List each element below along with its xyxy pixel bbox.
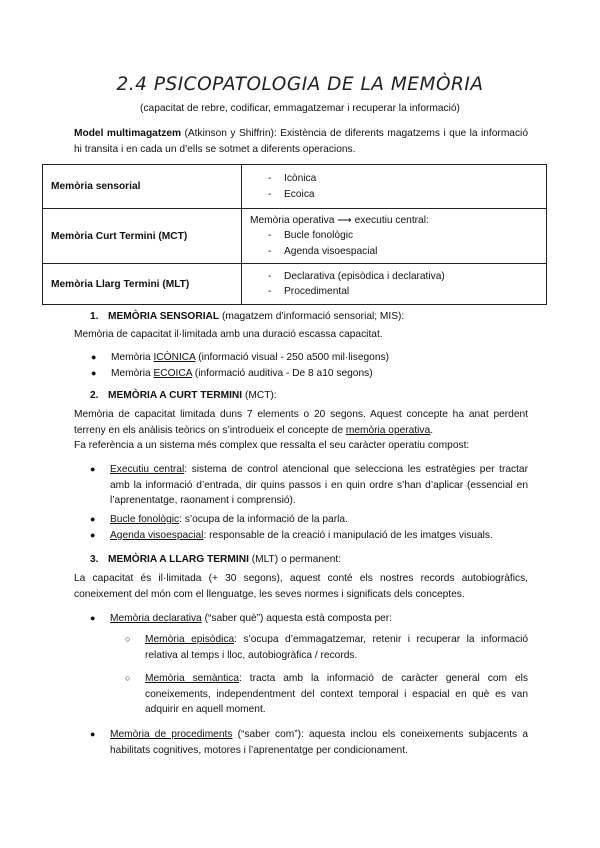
- section-3-description: La capacitat és il·limitada (+ 30 segons), aquest conté els nostres records autobiogràfics, coneixement del món com el llenguatge, les seves normes i significats dels conceptes.: [74, 573, 528, 600]
- section-1-description: Memòria de capacitat il·limitada amb una duració escassa capacitat.: [74, 329, 383, 340]
- section-number: 1.: [90, 311, 99, 322]
- bullet-post: (informació visual - 250 a500 mil·lisegons): [195, 352, 390, 363]
- table-row-label: Memòria Llarg Termini (MLT): [43, 264, 242, 305]
- sub-bullet-icon: ○: [125, 673, 131, 683]
- desc-pre: Memòria de capacitat limitada duns 7 elements o 20 segons. Aquest concepte ha anat perdent terreny en els anàlisis teòrics on s’introdueix el concepte de: [74, 409, 528, 436]
- table-row-content: [242, 209, 547, 264]
- bullet-post: (“saber què”) aquesta està composta per:: [201, 613, 392, 624]
- intro-rest: (Atkinson y Shiffrin): Existència de diferents magatzems i que la informació hi transita i en cada un d’ells se sotmet a diferents operacions.: [74, 128, 528, 155]
- table-row-label: Memòria Curt Termini (MCT): [43, 209, 242, 264]
- list-item: [91, 350, 531, 366]
- list-item: [90, 528, 528, 544]
- section-title-rest: (MCT):: [242, 390, 277, 401]
- page-title: 2.4 PSICOPATOLOGIA DE LA MEMÒRIA: [116, 74, 484, 95]
- bullet-post: (informació auditiva - De 8 a10 segons): [191, 368, 373, 379]
- section-number: 3.: [90, 554, 99, 565]
- table-row: [43, 209, 547, 264]
- sub-bullet-icon: ○: [125, 634, 131, 644]
- intro-bold: Model multimagatzem: [74, 128, 182, 139]
- intro-paragraph: [74, 126, 528, 158]
- bullet-underlined: ICÒNICA: [153, 352, 196, 363]
- bullet-post: : responsable de la creació i manipulació de les imatges visuals.: [203, 530, 493, 541]
- bullet-underlined: Agenda visoespacial: [110, 530, 204, 541]
- desc-post: .: [430, 424, 434, 436]
- bullet-icon: ●: [91, 352, 97, 362]
- sub-bullet-underlined: Memòria semàntica: [145, 673, 240, 684]
- bullet-icon: ●: [90, 514, 96, 524]
- list-item: - Declarativa (episòdica i declarativa): [250, 269, 538, 285]
- sub-bullet-post: : s’ocupa d’emmagatzemar, retenir i recuperar la informació relativa al temps i lloc, autobiogràfica / records.: [145, 634, 528, 661]
- section-title: MEMÒRIA SENSORIAL: [108, 311, 220, 322]
- table-row: [43, 165, 547, 209]
- bullet-post: : sistema de control atencional que selecciona les estratègies per tractar amb la informació d’entrada, dir quins passos i en quin ordre s’han d’aplicar (essencial en l’aprenentatge, raonament i comprensió).: [110, 464, 528, 506]
- bullet-underlined: Memòria de procediments: [110, 729, 233, 740]
- section-number: 2.: [90, 390, 99, 401]
- list-item: [90, 727, 528, 758]
- bullet-pre: Memòria: [111, 368, 154, 379]
- bullet-underlined: Memòria declarativa: [110, 613, 202, 624]
- sub-bullet-post: : tracta amb la informació de caràcter general com els coneixements, independentment del context temporal i espacial en què es van adquirir en aquell moment.: [145, 673, 528, 715]
- bullet-underlined: Bucle fonològic: [110, 514, 180, 525]
- table-row-label: Memòria sensorial: [43, 165, 242, 209]
- bullet-post: (“saber com”): aquesta inclou els coneixements subjacents a habilitats cognitives, motores i l’aprenentatge per condicionament.: [110, 729, 528, 756]
- table-row: [43, 264, 547, 305]
- list-item: [90, 462, 528, 509]
- section-3-heading: [90, 554, 341, 565]
- bullet-underlined: ECOICA: [153, 368, 192, 379]
- list-item: - Bucle fonològic: [250, 228, 538, 244]
- table-row-content: [242, 165, 547, 209]
- bullet-pre: Memòria: [111, 352, 154, 363]
- section-title-rest: (magatzem d’informació sensorial; MIS):: [219, 311, 405, 322]
- list-item: - Icònica: [250, 171, 538, 187]
- list-item: [91, 366, 531, 382]
- section-2-heading: [90, 390, 277, 401]
- sub-list-item: [125, 632, 528, 663]
- list-item: - Ecoica: [250, 187, 538, 203]
- section-title: MEMÒRIA A LLARG TERMINI: [108, 554, 249, 565]
- bullet-icon: ●: [91, 368, 97, 378]
- table-row-content: [242, 264, 547, 305]
- desc-underlined: memòria operativa: [345, 424, 431, 436]
- bullet-icon: ●: [90, 613, 96, 623]
- bullet-icon: ●: [90, 464, 96, 474]
- list-item: - Procedimental: [250, 284, 538, 300]
- list-item: [90, 611, 528, 627]
- table-lead: Memòria operativa ⟶ executiu central:: [250, 214, 429, 226]
- list-item: [90, 512, 528, 528]
- section-title: MEMÒRIA A CURT TERMINI: [108, 390, 243, 401]
- sub-bullet-underlined: Memòria episòdica: [145, 634, 235, 645]
- section-title-rest: (MLT) o permanent:: [248, 554, 342, 565]
- bullet-underlined: Executiu central: [110, 464, 185, 475]
- sub-list-item: [125, 671, 528, 718]
- bullet-icon: ●: [90, 530, 96, 540]
- section-2-description: [74, 407, 528, 438]
- section-1-heading: [90, 311, 404, 322]
- bullet-icon: ●: [90, 729, 96, 739]
- memory-table: [42, 164, 547, 305]
- bullet-post: : s’ocupa de la informació de la parla.: [179, 514, 348, 525]
- section-2-description-2: Fa referència a un sistema més complex que ressalta el seu caràcter operatiu compost:: [74, 440, 470, 451]
- list-item: - Agenda visoespacial: [250, 244, 538, 260]
- page-subtitle: (capacitat de rebre, codificar, emmagatzemar i recuperar la informació): [140, 103, 460, 114]
